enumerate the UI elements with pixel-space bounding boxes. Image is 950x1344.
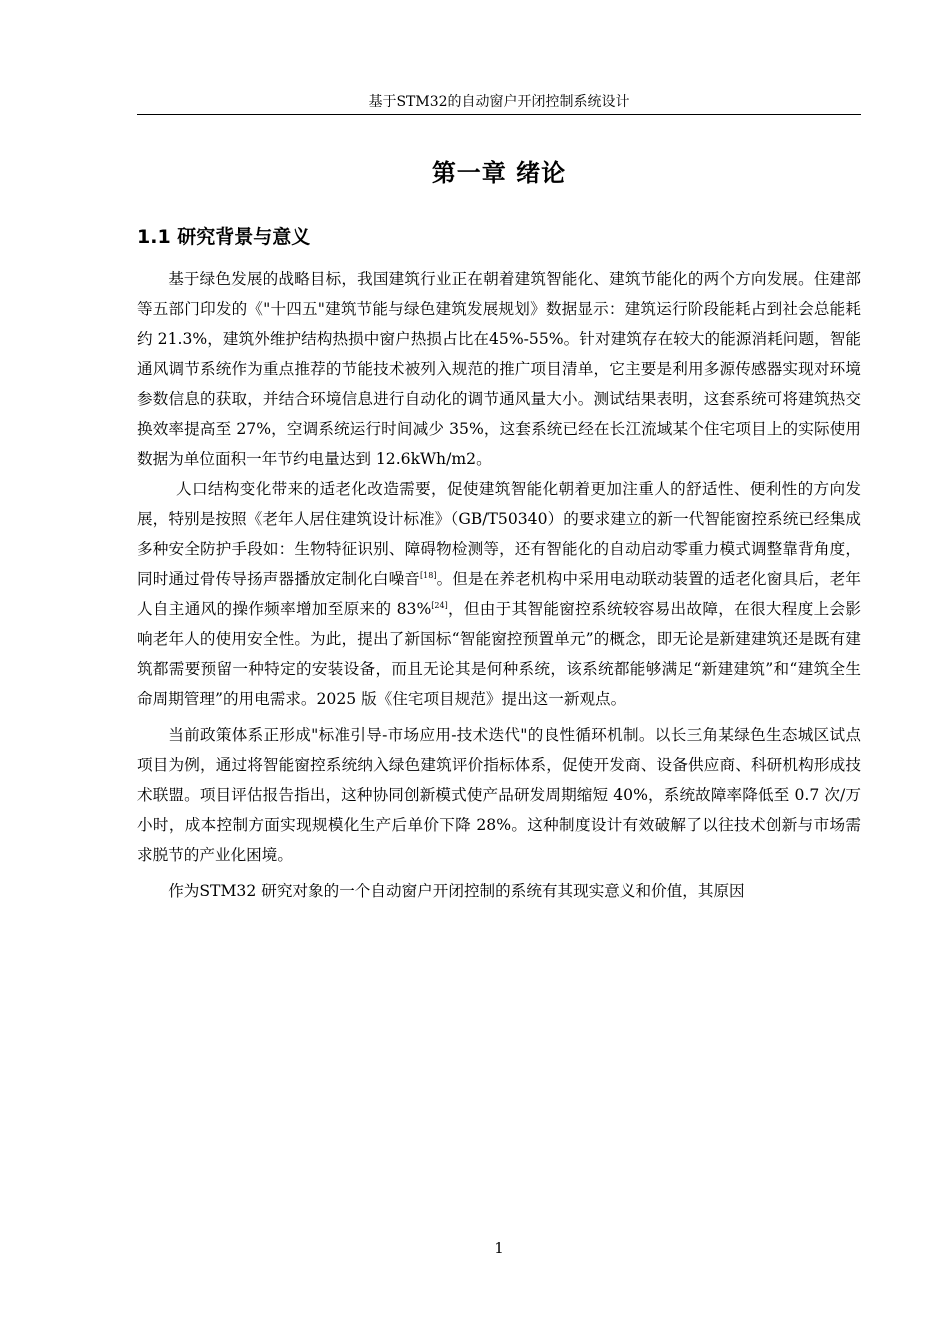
section-heading: 1.1 研究背景与意义 <box>137 226 311 248</box>
running-header: 基于STM32的自动窗户开闭控制系统设计 <box>368 94 630 110</box>
paragraph-2-part-a: 人口结构变化带来的适老化改造需要，促使建筑智能化朝着更加注重人的舒适性、便利性的方向发展，特别是按照《老年人居住建筑设计标准》（GB/T50340）的要求建立的新一代智能窗控系统已经集成多种安全防护手段如：生物特征识别、障碍物检测等，还有智能化的自动启动零重力模式调整靠背角度，同时通过骨传导扬声器播放定制化白噪音 <box>137 480 861 588</box>
paragraph-1: 基于绿色发展的战略目标，我国建筑行业正在朝着建筑智能化、建筑节能化的两个方向发展。住建部等五部门印发的《"十四五"建筑节能与绿色建筑发展规划》数据显示：建筑运行阶段能耗占到社会总能耗约 21.3%，建筑外维护结构热损中窗户热损占比在45%-55%。针对建筑存在较大的能源消耗问题，智能通风调节系统作为重点推荐的节能技术被列入规范的推广项目清单，它主要是利用多源传感器实现对环境参数信息的获取，并结合环境信息进行自动化的调节通风量大小。测试结果表明，这套系统可将建筑热交换效率提高至 27%，空调系统运行时间减少 35%，这套系统已经在长江流域某个住宅项目上的实际使用数据为单位面积一年节约电量达到 12.6kWh/m2。 <box>137 270 861 468</box>
page-number: 1 <box>494 1239 504 1257</box>
body-text <box>137 264 861 906</box>
header-rule <box>137 114 861 115</box>
citation-24: [24] <box>431 601 448 610</box>
paragraph-4: 作为STM32 研究对象的一个自动窗户开闭控制的系统有其现实意义和价值，其原因 <box>168 882 745 900</box>
paragraph-2-part-c: ，但由于其智能窗控系统较容易出故障，在很大程度上会影响老年人的使用安全性。为此，提出了新国标“智能窗控预置单元”的概念，即无论是新建建筑还是既有建筑都需要预留一种特定的安装设备，而且无论其是何种系统，该系统都能够满足“新建建筑”和“建筑全生命周期管理”的用电需求。2025 版《住宅项目规范》提出这一新观点。 <box>137 600 861 708</box>
paragraph-2 <box>137 474 861 714</box>
chapter-title: 第一章 绪论 <box>431 159 567 187</box>
paragraph-2-part-b: 。但是在养老机构中采用电动联动装置的适老化窗具后，老年人自主通风的操作频率增加至原来的 83% <box>137 570 861 618</box>
paragraph-3: 当前政策体系正形成"标准引导-市场应用-技术迭代"的良性循环机制。以长三角某绿色生态城区试点项目为例，通过将智能窗控系统纳入绿色建筑评价指标体系，促使开发商、设备供应商、科研机构形成技术联盟。项目评估报告指出，这种协同创新模式使产品研发周期缩短 40%，系统故障率降低至 0.7 次/万小时，成本控制方面实现规模化生产后单价下降 28%。这种制度设计有效破解了以往技术创新与市场需求脱节的产业化困境。 <box>137 726 861 864</box>
citation-18: [18] <box>420 571 437 580</box>
